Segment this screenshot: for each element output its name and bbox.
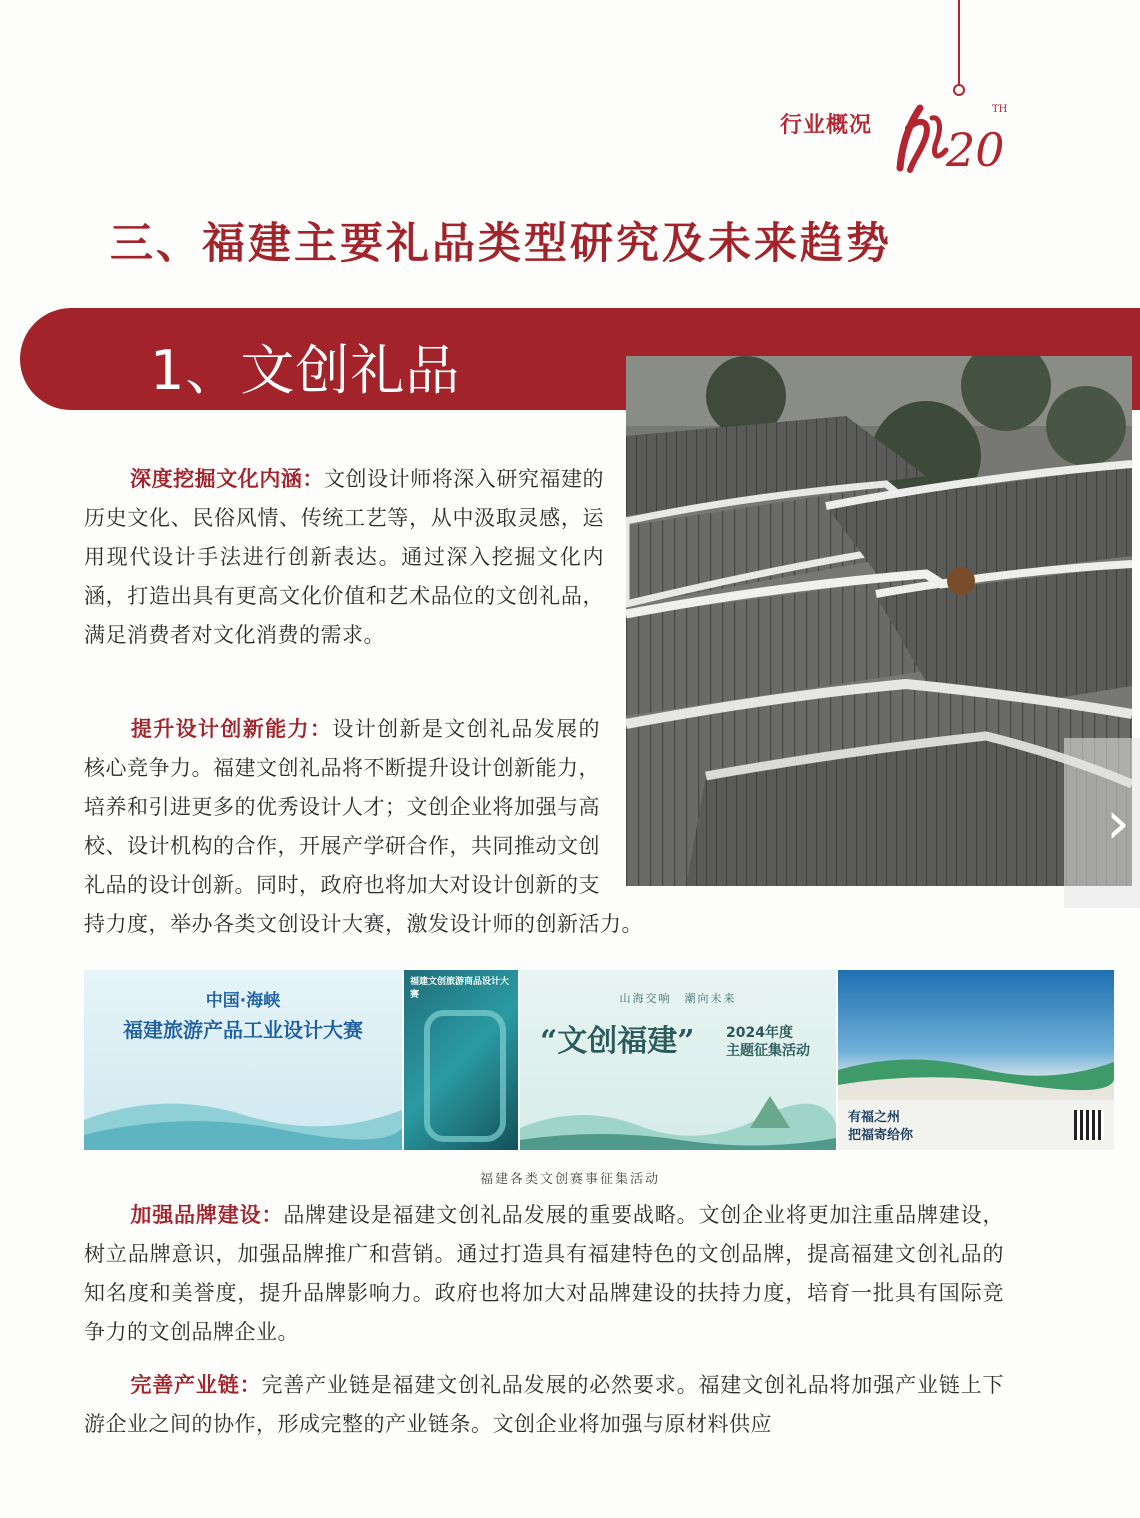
logo-number: 20 xyxy=(946,123,1005,177)
paragraph-1-heading: 深度挖掘文化内涵： xyxy=(130,467,324,491)
poster-4-line1: 有福之州 xyxy=(848,1110,901,1125)
paragraph-3-heading: 加强品牌建设： xyxy=(130,1203,284,1227)
section-banner-title: 1、文创礼品 xyxy=(150,339,461,402)
poster-fuzhou-design xyxy=(838,970,1114,1150)
paragraph-2-body: 设计创新是文创礼品发展的核心竞争力。福建文创礼品将不断提升设计创新能力，培养和引进更多的优秀设计人才；文创企业将加强与高校、设计机构的合作，开展产学研合作，共同推动文创礼品的设计创新。同时，政府也将加大对设计创新的支持力度，举办各类文创设计大赛，激发设计师的创新活力。 xyxy=(84,717,643,936)
poster-tourism-design xyxy=(84,970,402,1150)
logo-superscript: TH xyxy=(992,104,1008,115)
qr-code-icon xyxy=(1074,1110,1104,1140)
paragraph-4-body: 完善产业链是福建文创礼品发展的必然要求。福建文创礼品将加强产业链上下游企业之间的协作，形成完整的产业链条。文创企业将加强与原材料供应 xyxy=(84,1373,1005,1436)
paragraph-1-body: 文创设计师将深入研究福建的历史文化、民俗风情、传统工艺等，从中汲取灵感，运用现代设计手法进行创新表达。通过深入挖掘文化内涵，打造出具有更高文化价值和艺术品位的文创礼品，满足消费者对文化消费的需求。 xyxy=(84,467,605,647)
chevron-right-icon: › xyxy=(1106,788,1130,858)
paragraph-1 xyxy=(84,460,604,655)
poster-cultural-tourism xyxy=(404,970,518,1150)
poster-3-subtitle: 主题征集活动 xyxy=(726,1043,810,1059)
poster-1-top: 中国·海峡 xyxy=(205,991,281,1011)
poster-caption: 福建各类文创赛事征集活动 xyxy=(479,1172,660,1187)
poster-3-year: 2024年度 xyxy=(726,1025,793,1041)
poster-3-title: “文创福建” xyxy=(540,1024,695,1059)
poster-1-title: 福建旅游产品工业设计大赛 xyxy=(123,1018,363,1042)
poster-wenchuang-fujian xyxy=(520,970,836,1150)
paragraph-2 xyxy=(84,710,964,944)
paragraph-3-body: 品牌建设是福建文创礼品发展的重要战略。文创企业将更加注重品牌建设，树立品牌意识，加强品牌推广和营销。通过打造具有福建特色的文创品牌，提高福建文创礼品的知名度和美誉度，提升品牌影响力。政府也将加大对品牌建设的扶持力度，培育一批具有国际竞争力的文创品牌企业。 xyxy=(84,1203,1005,1344)
section-label: 行业概况 xyxy=(780,112,873,138)
poster-3-slogan: 山海交响 潮向未来 xyxy=(619,992,737,1005)
paragraph-4 xyxy=(84,1366,1004,1444)
anniversary-logo xyxy=(880,88,1010,178)
poster-4-line2: 把福寄给你 xyxy=(848,1128,914,1143)
poster-2-title: 福建文创旅游商品设计大赛 xyxy=(410,977,510,1000)
chapter-title: 三、福建主要礼品类型研究及未来趋势 xyxy=(110,219,892,269)
paragraph-2-heading: 提升设计创新能力： xyxy=(130,717,333,741)
poster-strip xyxy=(84,970,1114,1150)
paragraph-3 xyxy=(84,1196,1004,1352)
hanging-line xyxy=(958,0,960,86)
next-page-arrow[interactable] xyxy=(1064,738,1140,908)
paragraph-4-heading: 完善产业链： xyxy=(130,1373,262,1397)
